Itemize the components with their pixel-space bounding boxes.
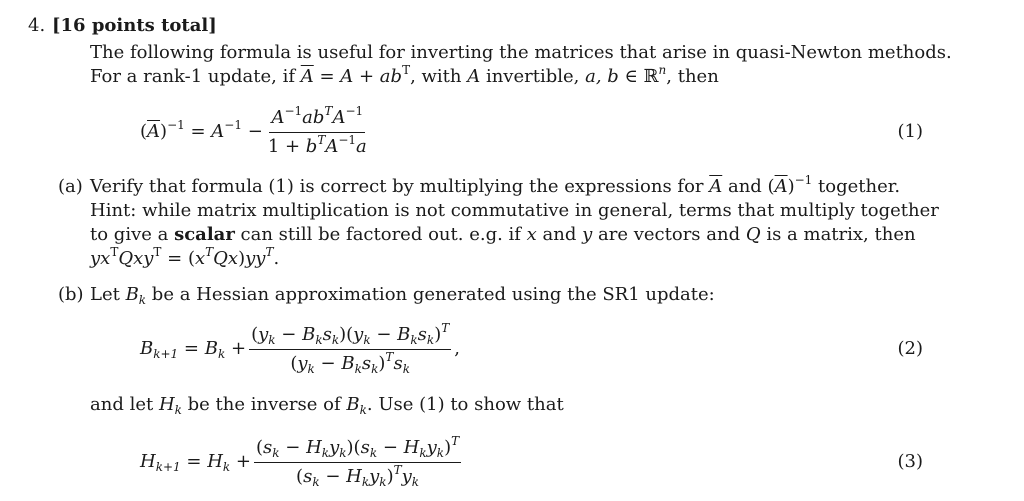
math-y: y: [582, 224, 593, 245]
math-Hk: $H_k$: [158, 394, 182, 417]
part-b-label: (b): [58, 284, 84, 305]
math-abar-def: $\overline{A} = A + ab^T$: [300, 63, 411, 87]
math-A: A: [467, 66, 481, 87]
part-b-line-1: [90, 283, 930, 307]
part-a-line-3: [90, 223, 930, 247]
part-b-text: and let: [90, 394, 159, 415]
part-a-text: Verify that formula (1) is correct by multiplying the expressions for: [90, 176, 710, 197]
part-a-line-2: Hint: while matrix multiplication is not commutative in general, terms that multiply together: [90, 200, 939, 221]
math-example: $yx^TQxy^T$: [90, 245, 162, 269]
part-a-line-4: $yx^TQxy^T = (x^TQx)yy^T$.: [90, 245, 280, 269]
equation-2-row: [0, 317, 1024, 381]
math-x: x: [526, 224, 537, 245]
equation-2: $B_{k+1} = B_k$ + $\frac{(y_k - B_ks_k)(y_k - B_ks_k)^T}{(y_k - B_ks_k)^Ts_k}$ ,: [140, 320, 460, 376]
scalar-bold: scalar: [174, 224, 235, 245]
equation-1: $(\overline{A})^{-1} = A^{-1}$ − $\frac{A^{-1}ab^TA^{-1}}{1 + b^TA^{-1}a}$: [140, 103, 367, 157]
part-b-text: Let: [90, 284, 126, 305]
part-b-line-2: [90, 393, 930, 417]
part-a-text: can still be factored out. e.g. if: [234, 224, 527, 245]
part-a-text: together.: [812, 176, 901, 197]
part-b-text: be the inverse of: [181, 394, 347, 415]
part-a-text: and: [536, 224, 583, 245]
math-Bk: $B_k$: [346, 394, 367, 417]
intro-text: For a rank-1 update, if: [90, 66, 301, 87]
equation-1-fraction: $\frac{A^{-1}ab^TA^{-1}}{1 + b^TA^{-1}a}$: [267, 103, 367, 157]
intro-line-2: For a rank-1 update, if $\overline{A} = A + ab^T$, with A invertible, a, b ∈ ℝ$^n$, then: [90, 63, 719, 87]
part-b-text: be a Hessian approximation generated using the SR1 update:: [146, 284, 715, 305]
intro-text: , then: [666, 66, 719, 87]
equation-3-number: (3): [897, 451, 923, 472]
math-Q: Q: [745, 224, 761, 245]
part-a-text: is a matrix, then: [760, 224, 916, 245]
part-a-label: (a): [58, 176, 83, 197]
part-a-text: and: [722, 176, 768, 197]
equation-2-fraction: $\frac{(y_k - B_ks_k)(y_k - B_ks_k)^T}{(y_k - B_ks_k)^Ts_k}$: [251, 320, 450, 376]
problem-number: 4.: [28, 15, 46, 36]
math-ab-in-rn: a, b: [585, 66, 619, 87]
equation-3-fraction: $\frac{(s_k - H_ky_k)(s_k - H_ky_k)^T}{(s_k - H_ky_k)^Ty_k}$: [256, 433, 460, 489]
intro-text: invertible,: [480, 66, 586, 87]
part-b-text: . Use (1) to show that: [366, 394, 564, 415]
problem-heading: [16 points total]: [52, 15, 217, 36]
part-a-paragraph: [90, 173, 939, 271]
equation-3: $H_{k+1} = H_k$ + $\frac{(s_k - H_ky_k)(s_k - H_ky_k)^T}{(s_k - H_ky_k)^Ty_k}$: [140, 433, 460, 489]
equation-3-row: [0, 430, 1024, 494]
equation-2-number: (2): [897, 338, 923, 359]
intro-paragraph: [90, 41, 952, 89]
part-a-text: to give a: [90, 224, 175, 245]
equation-1-row: [0, 100, 1024, 164]
math-Bk: $B_k$: [125, 284, 147, 307]
equation-1-number: (1): [897, 121, 923, 142]
intro-line-1: The following formula is useful for inverting the matrices that arise in quasi-Newton methods.: [90, 42, 952, 63]
math-abar: $\overline{A}$: [709, 176, 723, 197]
intro-text: , with: [410, 66, 468, 87]
part-a-text: are vectors and: [592, 224, 746, 245]
part-a-line-1: [90, 175, 930, 199]
math-abar-inverse: $(\overline{A})^{-1}$: [767, 173, 813, 197]
